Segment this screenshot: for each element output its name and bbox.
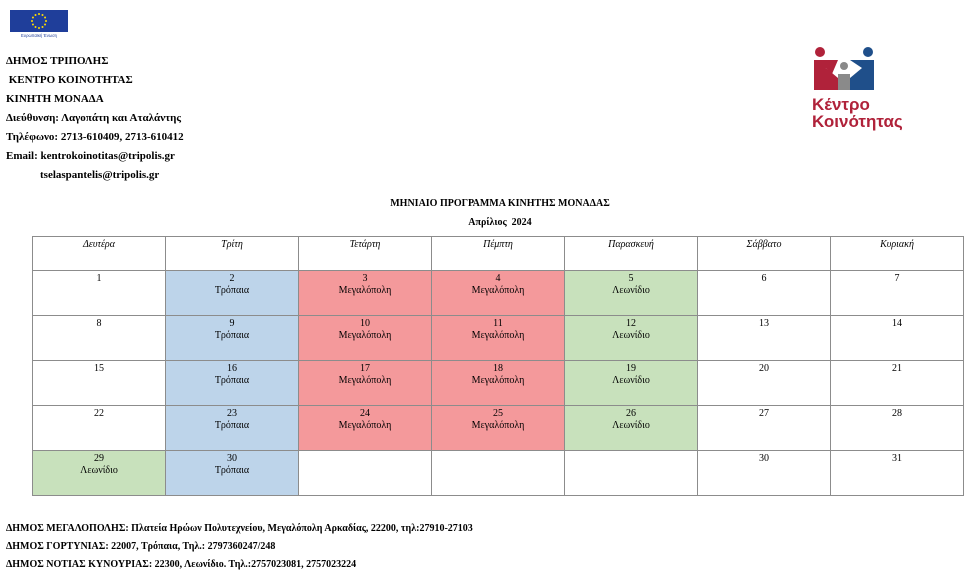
visit-location: Μεγαλόπολη — [338, 375, 392, 386]
day-number: 31 — [892, 453, 902, 464]
eu-star-icon — [42, 26, 44, 28]
calendar-day-cell — [831, 316, 964, 361]
phone: Τηλέφωνο: 2713-610409, 2713-610412 — [6, 131, 184, 143]
calendar-day-cell — [698, 361, 831, 406]
weekday-header: Τετάρτη — [299, 237, 432, 271]
visit-location: Μεγαλόπολη — [471, 420, 525, 431]
day-number: 21 — [892, 363, 902, 374]
day-number: 13 — [759, 318, 769, 329]
visit-location: Μεγαλόπολη — [471, 285, 525, 296]
day-number: 7 — [894, 273, 900, 284]
day-number: 30 — [759, 453, 769, 464]
logo-line-2: Κοινότητας — [812, 112, 903, 131]
calendar-day-cell — [831, 406, 964, 451]
visit-location: Λεωνίδιο — [612, 330, 650, 341]
calendar-day-cell — [831, 361, 964, 406]
weekday-header: Κυριακή — [831, 237, 964, 271]
day-number: 27 — [759, 408, 769, 419]
calendar-day-cell — [33, 406, 166, 451]
day-number: 17 — [360, 363, 370, 374]
day-number: 24 — [360, 408, 370, 419]
visit-location: Λεωνίδιο — [80, 465, 118, 476]
day-number: 1 — [96, 273, 102, 284]
weekday-header: Πέμπτη — [432, 237, 565, 271]
eu-star-icon — [35, 14, 37, 16]
visit-location: Μεγαλόπολη — [338, 420, 392, 431]
eu-star-icon — [38, 13, 40, 15]
day-number: 4 — [495, 273, 501, 284]
day-number: 14 — [892, 318, 902, 329]
calendar-day-cell — [432, 316, 565, 361]
calendar-table — [32, 236, 964, 496]
calendar-day-cell — [565, 316, 698, 361]
eu-star-icon — [35, 26, 37, 28]
calendar-week-row — [33, 316, 964, 361]
email-primary: Email: kentrokoinotitas@tripolis.gr — [6, 150, 175, 162]
visit-location: Μεγαλόπολη — [471, 375, 525, 386]
weekday-header: Σάββατο — [698, 237, 831, 271]
calendar-day-cell — [565, 361, 698, 406]
schedule-title: ΜΗΝΙΑΙΟ ΠΡΟΓΡΑΜΜΑ ΚΙΝΗΤΗΣ ΜΟΝΑΔΑΣ — [390, 198, 610, 209]
day-number: 18 — [493, 363, 503, 374]
day-number: 10 — [360, 318, 370, 329]
calendar-day-cell — [299, 361, 432, 406]
day-number: 12 — [626, 318, 636, 329]
footer-contacts — [6, 520, 473, 574]
day-number: 15 — [94, 363, 104, 374]
eu-star-icon — [31, 20, 33, 22]
calendar-week-row — [33, 271, 964, 316]
calendar-day-cell — [33, 361, 166, 406]
eu-star-icon — [44, 24, 46, 26]
municipality-name: ΔΗΜΟΣ ΤΡΙΠΟΛΗΣ — [6, 55, 109, 67]
eu-logo-caption: Ευρωπαϊκή Ένωση — [20, 33, 58, 38]
footer-gortynia: ΔΗΜΟΣ ΓΟΡΤΥΝΙΑΣ: 22007, Τρόπαια, Τηλ.: 2797360247/248 — [6, 541, 276, 552]
day-number: 22 — [94, 408, 104, 419]
calendar-day-cell — [831, 451, 964, 496]
calendar-week-row — [33, 406, 964, 451]
eu-star-icon — [32, 24, 34, 26]
day-number: 5 — [628, 273, 634, 284]
logo-line-1: Κέντρο — [812, 95, 870, 114]
day-number: 20 — [759, 363, 769, 374]
calendar-day-cell — [698, 316, 831, 361]
day-number: 25 — [493, 408, 503, 419]
weekday-header: Παρασκευή — [565, 237, 698, 271]
calendar-day-cell — [432, 271, 565, 316]
day-number: 2 — [229, 273, 235, 284]
center-name: ΚΕΝΤΡΟ ΚΟΙΝΟΤΗΤΑΣ — [6, 74, 133, 86]
calendar-day-cell — [565, 451, 698, 496]
calendar-day-cell — [432, 406, 565, 451]
calendar-day-cell — [565, 406, 698, 451]
day-number: 23 — [227, 408, 237, 419]
visit-location: Μεγαλόπολη — [338, 330, 392, 341]
weekday-header: Τρίτη — [166, 237, 299, 271]
calendar-day-cell — [698, 451, 831, 496]
kentro-koinotitas-logo-text — [812, 96, 903, 130]
visit-location: Τρόπαια — [214, 375, 250, 386]
calendar-day-cell — [299, 316, 432, 361]
day-number: 8 — [96, 318, 102, 329]
calendar-day-cell — [565, 271, 698, 316]
schedule-month: Απρίλιος 2024 — [468, 217, 532, 228]
eu-star-icon — [45, 20, 47, 22]
calendar-week-row — [33, 361, 964, 406]
calendar-day-cell — [33, 316, 166, 361]
calendar-day-cell — [166, 361, 299, 406]
calendar-day-cell — [299, 451, 432, 496]
day-number: 3 — [362, 273, 368, 284]
visit-location: Λεωνίδιο — [612, 420, 650, 431]
calendar-week-row — [33, 451, 964, 496]
visit-location: Μεγαλόπολη — [338, 285, 392, 296]
eu-star-icon — [32, 17, 34, 19]
day-number: 29 — [94, 453, 104, 464]
day-number: 26 — [626, 408, 636, 419]
calendar-day-cell — [166, 406, 299, 451]
visit-location: Μεγαλόπολη — [471, 330, 525, 341]
calendar-day-cell — [299, 271, 432, 316]
footer-notia-kynouria: ΔΗΜΟΣ ΝΟΤΙΑΣ ΚΥΝΟΥΡΙΑΣ: 22300, Λεωνίδιο. Τηλ.:2757023081, 2757023224 — [6, 559, 357, 570]
unit-name: ΚΙΝΗΤΗ ΜΟΝΑΔΑ — [6, 93, 104, 105]
address: Διεύθυνση: Λαγοπάτη και Αταλάντης — [6, 112, 182, 124]
visit-location: Λεωνίδιο — [612, 285, 650, 296]
email-secondary: tselaspantelis@tripolis.gr — [40, 169, 160, 181]
calendar-day-cell — [698, 271, 831, 316]
header-info — [6, 52, 184, 185]
calendar-day-cell — [432, 451, 565, 496]
visit-location: Λεωνίδιο — [612, 375, 650, 386]
calendar-day-cell — [33, 271, 166, 316]
day-number: 11 — [493, 318, 503, 329]
calendar-day-cell — [166, 451, 299, 496]
calendar-day-cell — [698, 406, 831, 451]
footer-megalopoli: ΔΗΜΟΣ ΜΕΓΑΛΟΠΟΛΗΣ: Πλατεία Ηρώων Πολυτεχνείου, Μεγαλόπολη Αρκαδίας, 22200, τηλ:27910-27103 — [6, 523, 473, 534]
weekday-header: Δευτέρα — [33, 237, 166, 271]
calendar-day-cell — [166, 271, 299, 316]
visit-location: Τρόπαια — [214, 420, 250, 431]
calendar-day-cell — [33, 451, 166, 496]
calendar-day-cell — [432, 361, 565, 406]
calendar-header-row — [33, 237, 964, 271]
eu-star-icon — [44, 17, 46, 19]
eu-star-icon — [42, 14, 44, 16]
day-number: 6 — [761, 273, 767, 284]
day-number: 30 — [227, 453, 237, 464]
calendar-day-cell — [166, 316, 299, 361]
day-number: 19 — [626, 363, 636, 374]
day-number: 28 — [892, 408, 902, 419]
visit-location: Τρόπαια — [214, 465, 250, 476]
calendar-body — [33, 271, 964, 496]
calendar-day-cell — [299, 406, 432, 451]
day-number: 16 — [227, 363, 237, 374]
day-number: 9 — [229, 318, 235, 329]
visit-location: Τρόπαια — [214, 285, 250, 296]
calendar-day-cell — [831, 271, 964, 316]
eu-flag-logo — [10, 10, 68, 39]
visit-location: Τρόπαια — [214, 330, 250, 341]
eu-star-icon — [38, 27, 40, 29]
